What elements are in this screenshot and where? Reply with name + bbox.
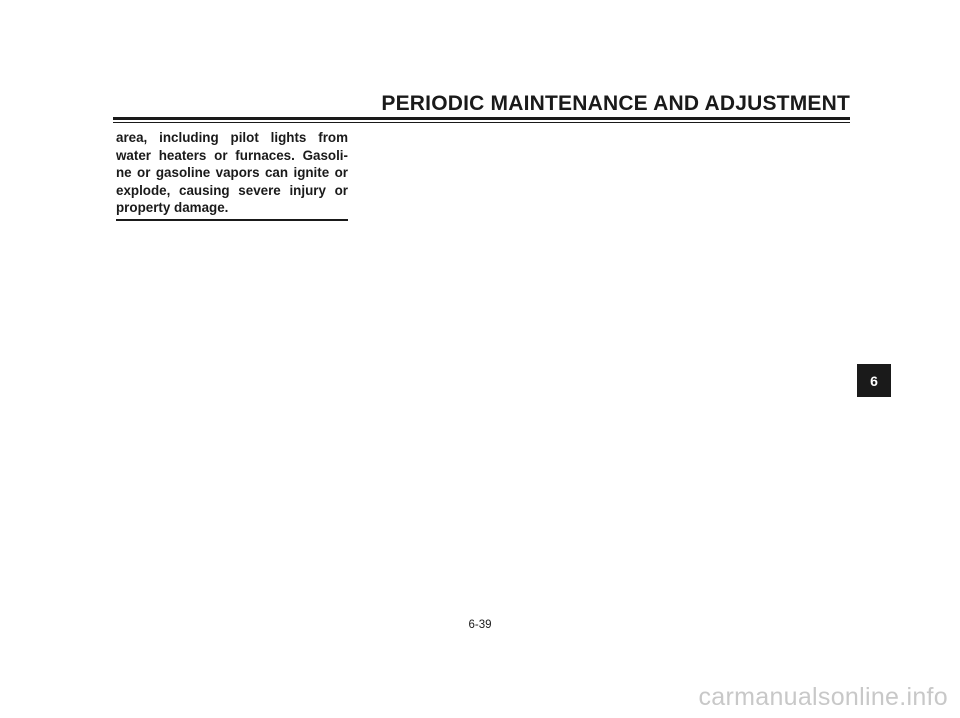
section-title: PERIODIC MAINTENANCE AND ADJUSTMENT <box>381 92 850 115</box>
page-number: 6-39 <box>468 619 492 631</box>
chapter-tab-label: 6 <box>870 372 878 389</box>
warning-text-line: water heaters or furnaces. Gasoli- <box>116 147 348 163</box>
header-rule-thick <box>113 117 850 120</box>
warning-text-line: ne or gasoline vapors can ignite or <box>116 165 348 180</box>
warning-text-line: area, including pilot lights from <box>116 130 348 145</box>
warning-end-rule <box>116 219 348 221</box>
warning-text-block <box>116 129 348 217</box>
warning-text-line: property damage. <box>116 200 229 215</box>
watermark: carmanualsonline.info <box>698 683 948 711</box>
header-rule-thin <box>113 122 850 123</box>
warning-text-line: explode, causing severe injury or <box>116 182 348 198</box>
chapter-tab <box>857 364 891 397</box>
